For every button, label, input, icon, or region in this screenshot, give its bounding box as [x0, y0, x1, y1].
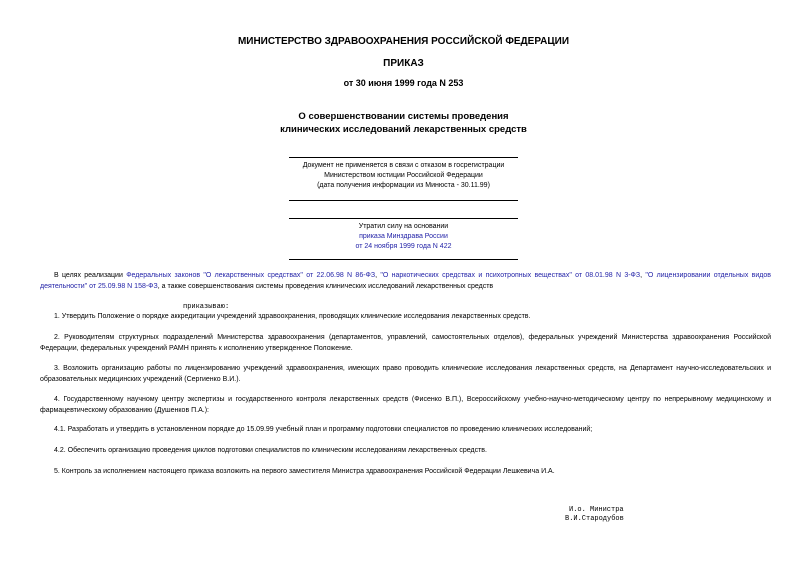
law-158fz-link[interactable]: "О лицензировании отдельных видов деятельности" от 25.09.98 N 158-ФЗ: [40, 272, 771, 290]
document-date-number: от 30 июня 1999 года N 253: [343, 78, 464, 88]
repeal-order-link[interactable]: приказа Минздрава России: [359, 233, 448, 240]
order-item-4-text: 4. Государственному научному центру экспертизы и государственного контроля лекарственных средств (Фисенко В.П.), Всероссийскому учебно-научно-методическому центру по непрерывному медицинскому и фармацевтическому образованию (Душенков П.А.):: [40, 396, 771, 414]
order-item-4-1: [40, 425, 771, 436]
note1-line-1: Документ не применяется в связи с отказом в госрегистрации: [302, 162, 505, 169]
order-item-5-text: 5. Контроль за исполнением настоящего приказа возложить на первого заместителя Министра здравоохранения Российской Федерации Лешкевича И.А.: [54, 468, 555, 475]
ministry-heading: МИНИСТЕРСТВО ЗДРАВООХРАНЕНИЯ РОССИЙСКОЙ ФЕДЕРАЦИИ: [237, 36, 570, 47]
repeal-note: [289, 222, 518, 252]
note2-top-rule: [289, 218, 518, 219]
signature-name: В.И.Стародубов: [565, 515, 624, 523]
subject-line-2: клинических исследований лекарственных средств: [280, 124, 527, 135]
order-item-4: [40, 395, 771, 416]
order-item-4-1-text: 4.1. Разработать и утвердить в установленном порядке до 15.09.99 учебный план и программу подготовки специалистов по проведению клинических исследований;: [54, 426, 593, 433]
note2-bottom-rule: [289, 259, 518, 260]
note1-top-rule: [289, 157, 518, 158]
law-86fz-link[interactable]: Федеральных законов "О лекарственных средствах" от 22.06.98 N 86-ФЗ: [126, 272, 376, 279]
repeal-order-date-link[interactable]: от 24 ноября 1999 года N 422: [355, 243, 452, 250]
order-item-1: [40, 312, 771, 323]
preamble-text-4: , а также совершенствования системы проведения клинических исследований лекарственных средств: [157, 282, 494, 290]
order-item-2-text: 2. Руководителям структурных подразделений Министерства здравоохранения (департаментов, управлений, самостоятельных отделов), федеральных учреждений Министерства здравоохранения Российской Федерации, федеральных учреждений РАМН принять к исполнению утвержденное Положение.: [40, 334, 771, 352]
note1-bottom-rule: [289, 200, 518, 201]
note1-line-3: (дата получения информации из Минюста - 30.11.99): [317, 182, 490, 189]
note2-line-1: Утратил силу на основании: [358, 223, 449, 230]
registration-note: [289, 161, 518, 191]
preamble-text-2: ,: [375, 272, 381, 279]
preamble-text-1: В целях реализации: [54, 272, 127, 279]
subject-line-1: О совершенствовании системы проведения: [298, 111, 509, 122]
document-type: ПРИКАЗ: [383, 58, 424, 69]
order-item-3-text: 3. Возложить организацию работы по лицензированию учреждений здравоохранения, имеющих право проводить клинические исследования лекарственных средств, на Департамент научно-исследовательских и образовательных медицинских учреждений (Сергиенко В.И.).: [40, 365, 771, 383]
document-subject: [0, 110, 807, 136]
order-word: приказываю:: [183, 303, 230, 311]
law-3fz-link[interactable]: "О наркотических средствах и психотропных веществах" от 08.01.98 N 3-ФЗ: [380, 272, 641, 279]
note1-line-2: Министерством юстиции Российской Федерации: [324, 172, 483, 179]
order-item-4-2-text: 4.2. Обеспечить организацию проведения циклов подготовки специалистов по клиническим исследованиям лекарственных средств.: [54, 447, 487, 454]
order-item-3: [40, 364, 771, 385]
order-item-2: [40, 333, 771, 354]
order-item-4-2: [40, 446, 771, 457]
preamble-text-3: ,: [640, 272, 646, 279]
order-item-5: [40, 467, 771, 478]
preamble-paragraph: [40, 271, 771, 292]
signature-title: И.о. Министра: [569, 506, 624, 514]
order-item-1-text: 1. Утвердить Положение о порядке аккредитации учреждений здравоохранения, проводящих клинические исследования лекарственных средств.: [54, 313, 531, 320]
